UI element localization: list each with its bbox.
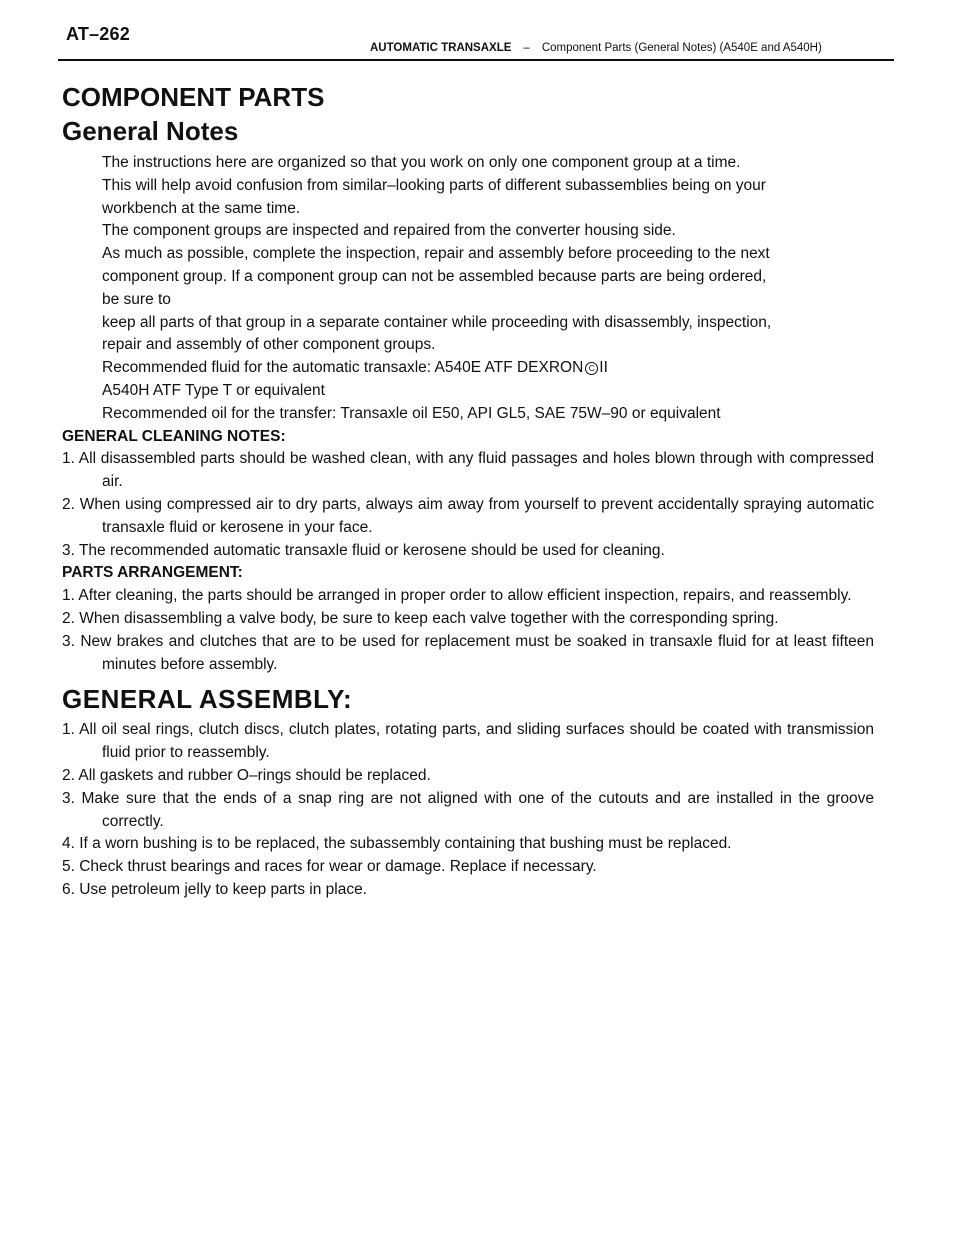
cleaning-notes-heading: GENERAL CLEANING NOTES: <box>62 427 286 445</box>
oil-recommendation: Recommended oil for the transfer: Transaxle oil E50, API GL5, SAE 75W–90 or equivalent <box>102 404 721 422</box>
parts-arrangement-heading: PARTS ARRANGEMENT: <box>62 564 243 582</box>
fluid-prefix: Recommended fluid for the automatic transaxle: A540E ATF DEXRON <box>102 359 584 377</box>
intro-line: As much as possible, complete the inspection, repair and assembly before proceeding to the next <box>102 245 770 263</box>
intro-line: This will help avoid confusion from similar–looking parts of different subassemblies being on your <box>102 176 766 194</box>
running-header-separator: – <box>523 42 530 54</box>
list-item: 2. When disassembling a valve body, be sure to keep each valve together with the corresponding spring. <box>62 609 779 627</box>
list-item: 3. New brakes and clutches that are to be used for replacement must be soaked in transaxle fluid for at least fifteen minutes before assembly. <box>62 632 874 673</box>
running-header <box>370 42 822 54</box>
fluid-recommendation-alt: A540H ATF Type T or equivalent <box>102 381 325 399</box>
list-item: 1. After cleaning, the parts should be arranged in proper order to allow efficient inspection, repairs, and reassembly. <box>62 587 852 605</box>
list-item: 5. Check thrust bearings and races for wear or damage. Replace if necessary. <box>62 858 597 876</box>
list-item: 2. All gaskets and rubber O–rings should be replaced. <box>62 766 431 784</box>
list-item: 3. Make sure that the ends of a snap ring are not aligned with one of the cutouts and are installed in the groove correctly. <box>62 789 874 830</box>
cleaning-notes-list <box>62 448 874 562</box>
running-header-section: AUTOMATIC TRANSAXLE <box>370 42 512 54</box>
page-title: COMPONENT PARTS <box>62 82 325 112</box>
page-number: AT–262 <box>66 24 130 44</box>
list-item: 2. When using compressed air to dry parts, always aim away from yourself to prevent accidentally spraying automatic transaxle fluid or kerosene in your face. <box>62 495 874 536</box>
fluid-recommendation <box>102 357 874 380</box>
fluid-suffix: II <box>599 359 608 377</box>
parts-arrangement-list <box>62 585 874 676</box>
copyright-circle-icon: C <box>585 362 598 375</box>
intro-line: The instructions here are organized so that you work on only one component group at a time. <box>102 154 741 171</box>
intro-line: The component groups are inspected and repaired from the converter housing side. <box>102 222 676 240</box>
document-body <box>62 80 874 902</box>
intro-line: repair and assembly of other component groups. <box>102 336 436 354</box>
general-assembly-list <box>62 719 874 901</box>
list-item: 3. The recommended automatic transaxle fluid or kerosene should be used for cleaning. <box>62 541 665 559</box>
intro-line: component group. If a component group can not be assembled because parts are being ordered, <box>102 267 767 285</box>
intro-line: be sure to <box>102 290 171 308</box>
list-item: 6. Use petroleum jelly to keep parts in place. <box>62 880 367 898</box>
intro-block <box>62 152 874 426</box>
intro-line: workbench at the same time. <box>102 199 301 217</box>
intro-line: keep all parts of that group in a separate container while proceeding with disassembly, inspection, <box>102 313 772 331</box>
running-header-topic: Component Parts (General Notes) (A540E and A540H) <box>541 42 822 54</box>
general-assembly-heading: GENERAL ASSEMBLY: <box>62 684 353 715</box>
list-item: 1. All disassembled parts should be washed clean, with any fluid passages and holes blown through with compressed air. <box>62 450 874 491</box>
section-title: General Notes <box>62 116 239 146</box>
header-divider <box>58 59 894 61</box>
list-item: 1. All oil seal rings, clutch discs, clutch plates, rotating parts, and sliding surfaces should be coated with transmission fluid prior to reassembly. <box>62 721 874 762</box>
list-item: 4. If a worn bushing is to be replaced, the subassembly containing that bushing must be replaced. <box>62 835 732 853</box>
